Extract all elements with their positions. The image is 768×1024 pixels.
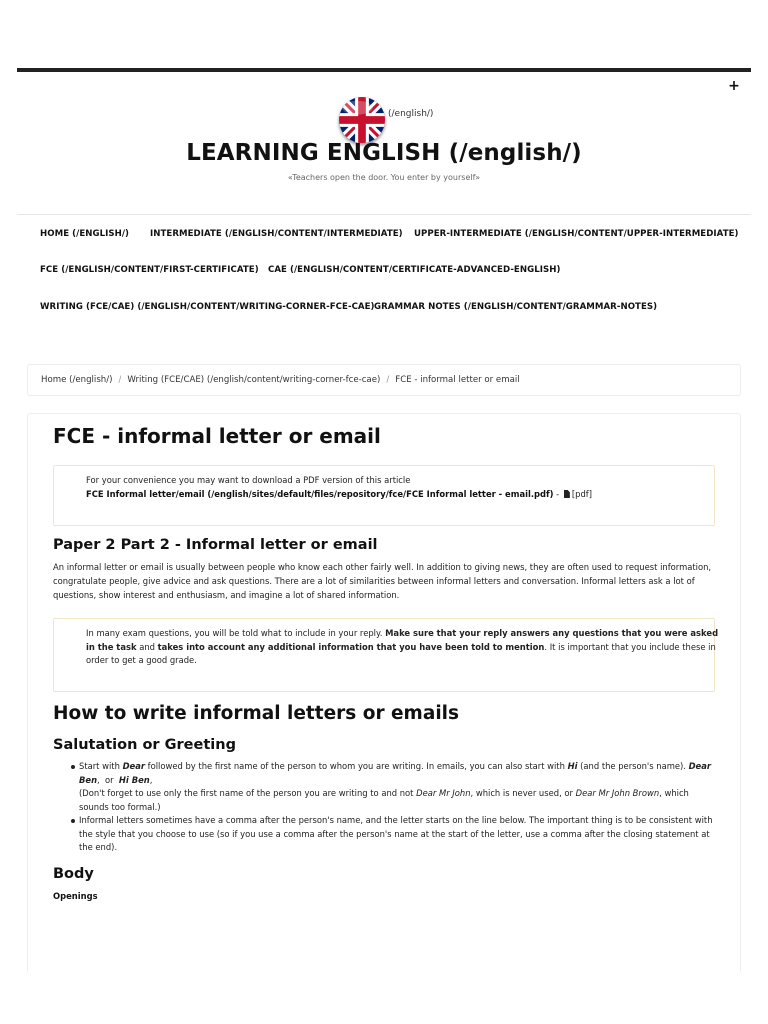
list-text: (Don't forget to use only the first name of the person you are writing to and not xyxy=(79,788,417,798)
subheading-openings: Openings xyxy=(53,891,98,901)
intro-line-1: An informal letter or email is usually between people who know each other fairly well. In addition to giving news, they are often used to request information, xyxy=(53,562,712,572)
nav-item-grammar-notes[interactable]: GRAMMAR NOTES (/ENGLISH/CONTENT/GRAMMAR-NOTES) xyxy=(374,302,658,312)
list-emphasis: Hi xyxy=(567,761,578,771)
list-text: , which is never used, or xyxy=(470,788,576,798)
intro-line-2: congratulate people, give advice and ask questions. There are a lot of similarities between informal letters and conversation. Informal letters ask a lot of xyxy=(53,576,695,586)
list-text: , or xyxy=(97,774,119,785)
nav-item-home[interactable]: HOME (/ENGLISH/) xyxy=(40,229,130,239)
list-text: (and the person's name). xyxy=(577,761,689,771)
nav-item-intermediate[interactable]: INTERMEDIATE (/ENGLISH/CONTENT/INTERMEDIATE) xyxy=(150,229,403,239)
breadcrumb-separator: / xyxy=(118,375,122,385)
subheading-body: Body xyxy=(53,866,94,882)
pdf-label: [pdf] xyxy=(571,489,592,499)
subheading-salutation: Salutation or Greeting xyxy=(53,737,236,753)
breadcrumb-home[interactable]: Home (/english/) xyxy=(41,375,113,385)
tip-line-1 xyxy=(86,627,718,641)
list-text: the end). xyxy=(79,842,118,852)
pdf-link-line xyxy=(86,488,592,502)
section-heading-paper2: Paper 2 Part 2 - Informal letter or email xyxy=(53,537,378,553)
list-emphasis: Dear xyxy=(122,761,145,771)
site-title[interactable]: LEARNING ENGLISH (/english/) xyxy=(186,140,582,166)
list-emphasis: Dear Mr John Brown xyxy=(575,788,660,798)
list-text: Start with xyxy=(79,761,123,771)
tip-emphasis: takes into account any additional information that you have been told to mention xyxy=(157,642,545,652)
list-text: sounds too formal.) xyxy=(79,801,161,812)
tip-emphasis: Make sure that your reply answers any questions that you were asked xyxy=(385,628,719,638)
breadcrumb-writing[interactable]: Writing (FCE/CAE) (/english/content/writing-corner-fce-cae) xyxy=(127,375,381,385)
list-item xyxy=(79,814,715,855)
list-item xyxy=(79,760,715,814)
header-top-rule xyxy=(17,68,751,72)
list-text: followed by the first name of the person to whom you are writing. In emails, you can also start with xyxy=(144,761,568,771)
pdf-dash: - xyxy=(553,489,562,499)
list-text: , which xyxy=(659,788,689,798)
tip-text: In many exam questions, you will be told what to include in your reply. xyxy=(86,628,386,638)
logo-alt-text: (/english/) xyxy=(388,109,434,119)
list-text: , xyxy=(149,774,153,785)
nav-item-fce[interactable]: FCE (/ENGLISH/CONTENT/FIRST-CERTIFICATE) xyxy=(40,265,259,275)
breadcrumb-current: FCE - informal letter or email xyxy=(395,375,520,385)
plus-icon[interactable]: + xyxy=(728,78,740,94)
list-emphasis: Hi Ben xyxy=(118,774,150,785)
intro-line-3: questions, show interest and enthusiasm, and imagine a lot of shared information. xyxy=(53,590,400,600)
nav-item-writing[interactable]: WRITING (FCE/CAE) (/ENGLISH/CONTENT/WRITING-CORNER-FCE-CAE) xyxy=(40,302,375,312)
list-text: the style that you choose to use (so if you use a comma after the person's name at the start of the letter, use a comma after the closing statement at xyxy=(79,828,710,839)
nav-divider xyxy=(17,214,751,215)
pdf-intro-text: For your convenience you may want to download a PDF version of this article xyxy=(86,475,411,485)
list-emphasis: Dear xyxy=(688,761,712,771)
breadcrumb xyxy=(27,364,741,396)
list-emphasis: Dear Mr John xyxy=(416,788,471,798)
tip-line-3: order to get a good grade. xyxy=(86,655,197,665)
tip-text: and xyxy=(136,642,158,652)
salutation-list xyxy=(79,760,715,855)
site-slogan: «Teachers open the door. You enter by yourself» xyxy=(287,173,481,182)
tip-emphasis: in the task xyxy=(86,642,137,652)
uk-flag-icon[interactable] xyxy=(339,97,385,143)
pdf-download-link[interactable]: FCE Informal letter/email (/english/sites/default/files/repository/fce/FCE Informal letter - email.pdf) xyxy=(86,489,554,499)
list-emphasis: Ben xyxy=(79,774,98,785)
list-text: Informal letters sometimes have a comma after the person's name, and the letter starts on the line below. The important thing is to be consistent with xyxy=(79,815,713,825)
nav-item-cae[interactable]: CAE (/ENGLISH/CONTENT/CERTIFICATE-ADVANCED-ENGLISH) xyxy=(268,265,561,275)
breadcrumb-separator: / xyxy=(386,375,390,385)
tip-line-2 xyxy=(86,641,716,655)
section-heading-how-to: How to write informal letters or emails xyxy=(53,703,460,724)
page-title: FCE - informal letter or email xyxy=(53,424,381,448)
file-pdf-icon xyxy=(564,490,570,498)
tip-text: . It is important that you include these in xyxy=(544,642,716,652)
nav-item-upper-intermediate[interactable]: UPPER-INTERMEDIATE (/ENGLISH/CONTENT/UPPER-INTERMEDIATE) xyxy=(414,229,739,239)
